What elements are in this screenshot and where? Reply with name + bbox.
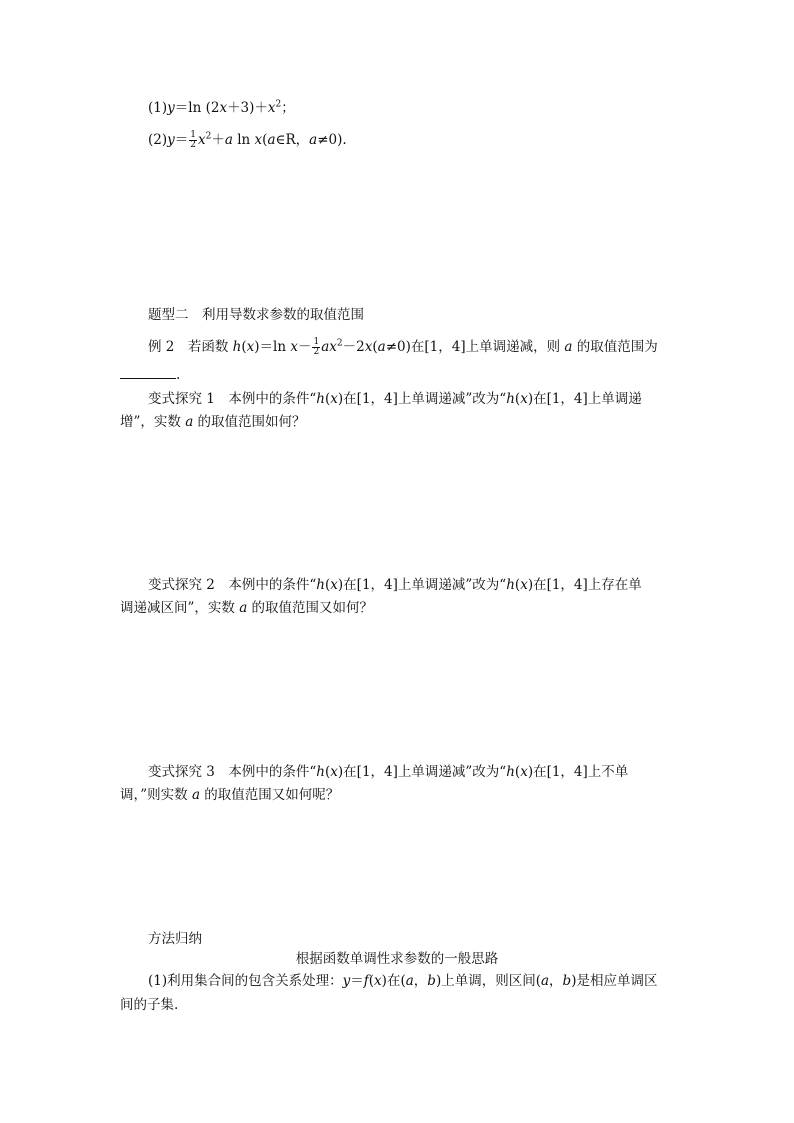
- fraction-numerator: 1: [313, 337, 320, 347]
- variant-1-line-1: [148, 389, 642, 409]
- text: )是相应单调区: [571, 973, 658, 989]
- text: (: [325, 764, 331, 780]
- text: 变式探究 2 本例中的条件“: [148, 577, 317, 593]
- var-a: a: [224, 132, 233, 148]
- item-number: (1): [148, 100, 168, 116]
- example-label: 例 2 若函数: [148, 339, 233, 355]
- var-x: x: [330, 391, 338, 407]
- exercise-item-1: [148, 98, 295, 118]
- var-x: x: [520, 391, 528, 407]
- text: －: [297, 339, 312, 355]
- var-x: x: [219, 100, 228, 116]
- text: (: [241, 339, 247, 355]
- text: ≠0)在[1，4]上单调递减，则: [385, 339, 565, 355]
- var-b: b: [562, 973, 572, 989]
- text: (: [262, 132, 268, 148]
- exercise-item-2: [148, 130, 347, 150]
- text: －2: [342, 339, 365, 355]
- text: ∈R，: [275, 132, 310, 148]
- var-b: b: [427, 973, 436, 989]
- text: ＝: [174, 132, 189, 148]
- var-x: x: [330, 764, 338, 780]
- text: (: [372, 339, 378, 355]
- text: 变式探究 3 本例中的条件“: [148, 764, 317, 780]
- text: (1)利用集合间的包含关系处理：: [148, 973, 343, 989]
- method-heading: 方法归纳: [148, 931, 202, 947]
- example-2-line-2: [120, 364, 180, 385]
- var-x: x: [267, 100, 276, 116]
- answer-blank[interactable]: [120, 364, 176, 379]
- text: )在[1，4]上单调递: [527, 391, 642, 407]
- text: )在[1，4]上单调递减”改为“: [337, 577, 507, 593]
- variant-1-line-2: [120, 412, 306, 432]
- item-number: (2): [148, 132, 168, 148]
- variant-3-line-2: [120, 785, 339, 805]
- var-x: x: [290, 339, 298, 355]
- fraction-numerator: 1: [190, 130, 196, 140]
- text: ＝ln (2: [174, 100, 220, 116]
- var-a: a: [540, 973, 550, 989]
- fraction: [312, 338, 320, 357]
- var-h: h: [506, 391, 515, 407]
- var-h: h: [316, 764, 325, 780]
- text: 的取值范围又如何？: [247, 600, 374, 616]
- text: ，: [549, 973, 563, 989]
- var-a: a: [564, 339, 573, 355]
- text: )在[1，4]上单调递减”改为“: [337, 764, 507, 780]
- var-a: a: [239, 600, 248, 616]
- variant-2-line-2: [120, 598, 373, 618]
- text: ≠0).: [317, 132, 347, 148]
- text: (: [514, 391, 521, 407]
- var-x: x: [329, 339, 337, 355]
- text: (: [325, 577, 331, 593]
- text: (: [514, 764, 521, 780]
- var-a: a: [191, 787, 201, 803]
- text: )在[1，4]上不单: [527, 764, 629, 780]
- var-a: a: [185, 414, 194, 430]
- text: )在(: [381, 973, 406, 989]
- variant-2-line-1: [148, 575, 642, 595]
- var-a: a: [405, 973, 414, 989]
- text: )＝ln: [254, 339, 291, 355]
- example-2-line-1: [148, 337, 658, 357]
- var-x: x: [364, 339, 373, 355]
- method-point-1-line-1: [148, 971, 657, 991]
- fraction: [189, 131, 197, 150]
- method-point-1-line-2: 间的子集.: [120, 997, 179, 1013]
- text: ＝: [350, 973, 364, 989]
- var-y: y: [167, 100, 175, 116]
- text: 调，”则实数: [120, 787, 192, 803]
- exponent: 2: [275, 99, 282, 110]
- text: ，: [413, 973, 428, 989]
- text: )在[1，4]上存在单: [527, 577, 642, 593]
- fraction-denominator: 2: [313, 347, 320, 357]
- text: ln: [232, 132, 255, 148]
- var-x: x: [254, 132, 263, 148]
- text: .: [176, 367, 181, 383]
- var-y: y: [342, 973, 351, 989]
- var-h: h: [506, 577, 515, 593]
- text: )在[1，4]上单调递减”改为“: [337, 391, 507, 407]
- method-subtitle: 根据函数单调性求参数的一般思路: [295, 951, 499, 967]
- var-a: a: [267, 132, 276, 148]
- text: 变式探究 1 本例中的条件“: [148, 391, 317, 407]
- var-h: h: [316, 577, 325, 593]
- var-x: x: [198, 132, 206, 148]
- text: ＋3)＋: [227, 100, 268, 116]
- var-x: x: [330, 577, 338, 593]
- var-x: x: [246, 339, 255, 355]
- text: (: [514, 577, 521, 593]
- text: 增”，实数: [120, 414, 186, 430]
- var-y: y: [167, 132, 175, 148]
- text: 的取值范围如何？: [193, 414, 306, 430]
- exponent: 2: [336, 338, 343, 349]
- var-x: x: [520, 577, 528, 593]
- var-f: f: [363, 973, 369, 989]
- var-x: x: [520, 764, 528, 780]
- text: (: [325, 391, 331, 407]
- text: 的取值范围为: [572, 339, 658, 355]
- text: 的取值范围又如何呢？: [200, 787, 340, 803]
- exponent: 2: [205, 131, 212, 142]
- variant-3-line-1: [148, 762, 628, 782]
- text: )上单调，则区间(: [435, 973, 541, 989]
- var-h: h: [232, 339, 242, 355]
- var-a: a: [309, 132, 318, 148]
- var-a: a: [321, 339, 330, 355]
- section-title: 题型二 利用导数求参数的取值范围: [148, 307, 364, 323]
- text: ＋: [211, 132, 225, 148]
- var-h: h: [506, 764, 515, 780]
- text: ；: [281, 100, 295, 116]
- fraction-denominator: 2: [190, 140, 196, 150]
- text: (: [368, 973, 375, 989]
- var-x: x: [374, 973, 382, 989]
- text: 调递减区间”，实数: [120, 600, 240, 616]
- var-h: h: [316, 391, 325, 407]
- var-a: a: [377, 339, 386, 355]
